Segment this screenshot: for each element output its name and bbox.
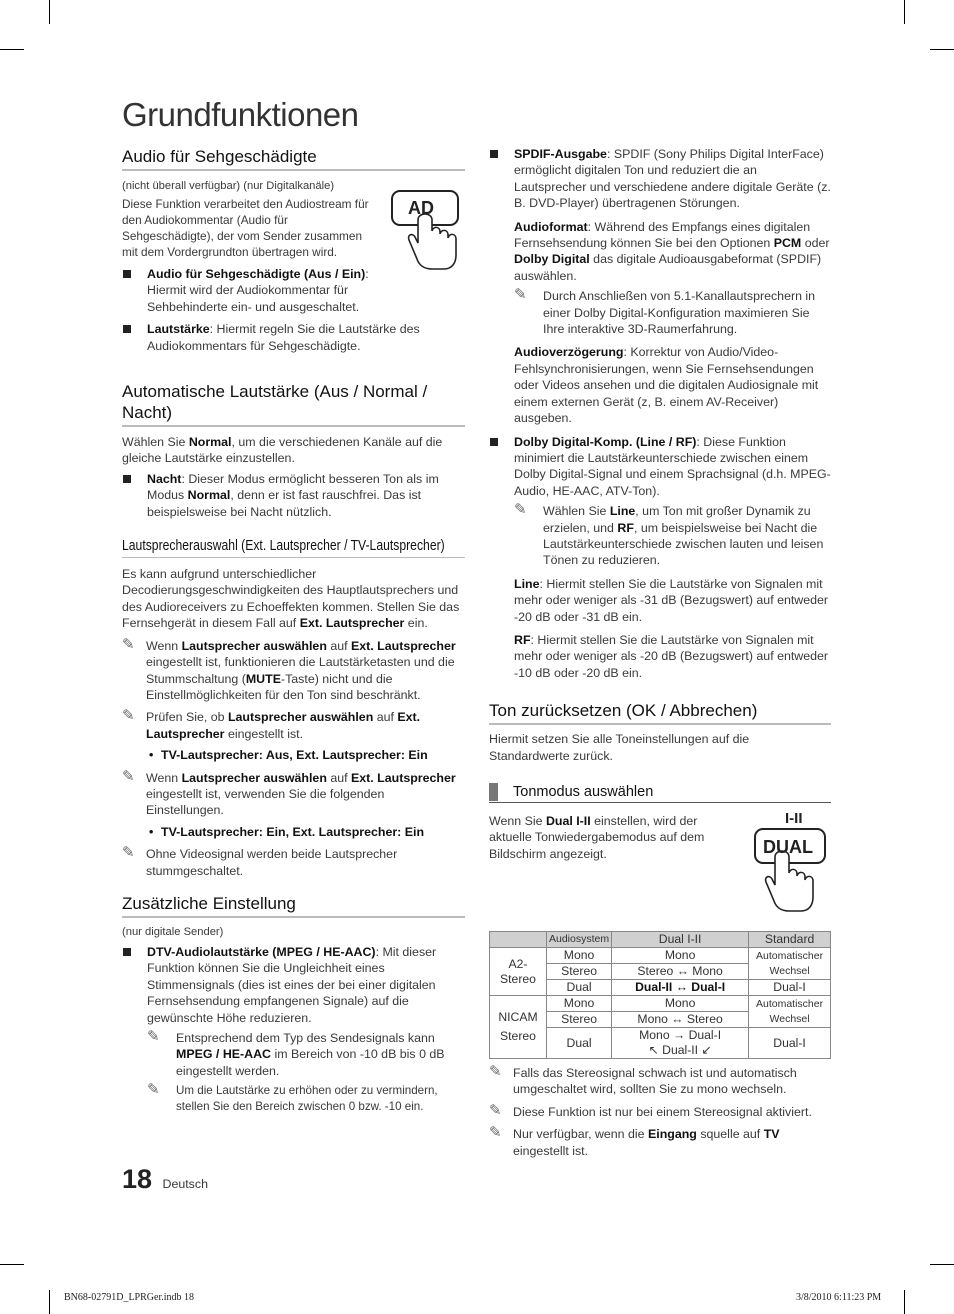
section-heading: Automatische Lautstärke (Aus / Normal / Nacht) (122, 381, 465, 427)
pencil-note-icon: ✎ (514, 286, 527, 304)
pencil-note-icon: ✎ (122, 707, 135, 725)
note: ✎ Prüfen Sie, ob Lautsprecher auswählen auf Ext. Lautsprecher eingestellt ist. (122, 707, 421, 741)
language-label: Deutsch (162, 1177, 208, 1191)
hand-pressing-dual-button-icon (749, 807, 831, 919)
section-heading: Audio für Sehgeschädigte (122, 146, 465, 171)
crop-mark (49, 0, 50, 24)
setting-item: • TV-Lautsprecher: Aus, Ext. Lautsprecher: Ein (147, 747, 465, 763)
pencil-note-icon: ✎ (489, 1063, 502, 1080)
crop-mark (0, 1264, 24, 1265)
note: ✎ Falls das Stereosignal schwach ist und automatisch umgeschaltet wird, sollten Sie zu mono wechseln. (489, 1063, 797, 1097)
hand-pressing-ad-button-icon (384, 187, 466, 273)
bullet-volume: Lautstärke: Hiermit regeln Sie die Lautstärke des Audiokommentars für Sehgeschädigte. (122, 321, 465, 354)
right-column (489, 146, 831, 1159)
pencil-note-icon: ✎ (147, 1028, 160, 1045)
table-row: NICAM Stereo Mono Mono Automatischer Wechsel (490, 996, 831, 1012)
print-slug-left: BN68-02791D_LPRGer.indb 18 (64, 1292, 194, 1303)
table-row: Dual Dual-II ↔ Dual-I Dual-I (490, 980, 831, 996)
paragraph: Es kann aufgrund unterschiedlicher Decodierungsgeschwindigkeiten des Hauptlautsprechers und des Audioreceivers zu Echoeffekten kommen. Stellen Sie das Fernsehgerät in diesem Fall auf Ext. Lautsprecher ein. (122, 567, 460, 631)
note: ✎ Diese Funktion ist nur bei einem Stereosignal aktiviert. (489, 1101, 812, 1119)
pencil-note-icon: ✎ (489, 1124, 502, 1142)
sound-mode-table (489, 931, 831, 1059)
subsection-heading: Lautsprecherauswahl (Ext. Lautsprecher / TV-Lautsprecher) (122, 538, 445, 555)
crop-mark (930, 49, 954, 50)
note: ✎ Wenn Lautsprecher auswählen auf Ext. Lautsprecher eingestellt ist, funktionieren die Lautstärketasten und die Stummschaltung (MUTE-Taste) nicht und die Einstellmöglichkeiten für den Ton sind beschränkt. (122, 635, 456, 702)
availability-note: (nicht überall verfügbar) (nur Digitalkanäle) (122, 180, 335, 192)
page-title: Grundfunktionen (122, 96, 359, 133)
paragraph: Hiermit setzen Sie alle Toneinstellungen auf die Standardwerte zurück. (489, 732, 750, 763)
table-row: Stereo Stereo ↔ Mono (490, 964, 831, 980)
section-heading: Ton zurücksetzen (OK / Abbrechen) (489, 700, 831, 725)
crop-mark (904, 1290, 905, 1314)
section-sound-mode (489, 782, 831, 1159)
pencil-note-icon: ✎ (489, 1101, 502, 1119)
svg-text:AD: AD (408, 198, 434, 218)
ad-remote-figure (384, 187, 466, 273)
crop-mark (904, 0, 905, 24)
pencil-note-icon: ✎ (514, 501, 527, 519)
table-header-row: Audiosystem Dual I-II Standard (490, 932, 831, 948)
pencil-note-icon: ✎ (122, 844, 135, 862)
section-heading: Zusätzliche Einstellung (122, 893, 465, 918)
divider (122, 557, 465, 558)
svg-text:I-II: I-II (785, 810, 803, 827)
bullet-audio-toggle: Audio für Sehgeschädigte (Aus / Ein): Hiermit wird der Audiokommentar für Sehbehinderte ein- und ausgeschaltet. (122, 266, 387, 315)
pencil-note-icon: ✎ (147, 1081, 160, 1099)
note: ✎ Wählen Sie Line, um Ton mit großer Dynamik zu erzielen, und RF, um beispielsweise bei Nacht die Lautstärkeunterschiede zwischen lauten und leisen Tönen zu reduzieren. (514, 501, 824, 568)
bullet-dtv-volume: DTV-Audiolautstärke (MPEG / HE-AAC): Mit dieser Funktion können Sie die Ungleichheit eines Stimmensignals (dies ist eines der bei einer digitalen Fernsehsendung empfangenen Signale) auf die gewünschte Höhe reduzieren. (122, 944, 465, 1026)
availability-note: (nur digitale Sender) (122, 925, 224, 938)
section-audio-impaired (122, 146, 465, 354)
bullet-dolby: Dolby Digital-Komp. (Line / RF): Diese Funktion minimiert die Lautstärkeunterschiede zwischen einem Dolby Digital-Signal und einem Sprachsignal (d.h. MPEG-Audio, HE-AAC, ATV-Ton). (489, 434, 831, 500)
note: ✎ Um die Lautstärke zu erhöhen oder zu vermindern, stellen Sie den Bereich zwischen 0 bzw. -10 ein. (147, 1081, 438, 1114)
paragraph: Wählen Sie Normal, um die verschiedenen Kanäle auf die gleiche Lautstärke einzustellen. (122, 435, 443, 466)
section-additional (122, 893, 465, 1115)
note: ✎ Entsprechend dem Typ des Sendesignals kann MPEG / HE-AAC im Bereich von -10 dB bis 0 dB eingestellt werden. (147, 1028, 445, 1078)
bullet-night: Nacht: Dieser Modus ermöglicht besseren Ton als im Modus Normal, denn er ist fast rauschfrei. Das ist beispielsweise bei Nacht nützlich. (122, 471, 465, 520)
crop-mark (0, 49, 24, 50)
paragraph: Wenn Sie Dual I-II einstellen, wird der aktuelle Tonwiedergabemodus auf dem Bildschirm angezeigt. (489, 814, 705, 861)
subsection-heading: Tonmodus auswählen (489, 782, 831, 803)
paragraph: Audioformat: Während des Empfangs eines digitalen Fernsehsendung können Sie bei den Optionen PCM oder Dolby Digital das digitale Audioausgabeformat (SPDIF) auswählen. (514, 219, 830, 283)
table-row: Stereo Mono ↔ Stereo (490, 1012, 831, 1028)
paragraph: Line: Hiermit stellen Sie die Lautstärke von Signalen mit mehr oder weniger als -31 dB (Bezugswert) auf entweder -20 dB oder -31 dB ein. (514, 576, 829, 624)
page-number: 18 (122, 1164, 153, 1194)
note: ✎ Wenn Lautsprecher auswählen auf Ext. Lautsprecher eingestellt ist, verwenden Sie die folgenden Einstellungen. (122, 767, 456, 818)
page-footer (122, 1164, 208, 1195)
table-row: A2-Stereo Mono Mono Automatischer Wechsel (490, 948, 831, 964)
left-column (122, 146, 465, 1115)
section-speaker-select (122, 537, 465, 879)
table-row: Dual Mono → Dual-I ↖ Dual-II ↙ Dual-I (490, 1028, 831, 1059)
note: ✎ Durch Anschließen von 5.1-Kanallautsprechern in einer Dolby Digital-Konfiguration maximieren Sie Ihre interaktive 3D-Raumerfahrung. (514, 286, 816, 337)
note: ✎ Nur verfügbar, wenn die Eingang squelle auf TV eingestellt ist. (489, 1124, 780, 1158)
svg-text:DUAL: DUAL (763, 837, 813, 857)
dual-remote-figure (749, 807, 831, 919)
bullet-spdif: SPDIF-Ausgabe: SPDIF (Sony Philips Digital InterFace) ermöglicht digitalen Ton und reduziert die an Lautsprecher und verschiedene andere digitale Geräte (z. B. DVD-Player) übertragenen Störungen. (489, 146, 831, 212)
paragraph: Audioverzögerung: Korrektur von Audio/Video-Fehlsynchronisierungen, wenn Sie Fernsehsendungen oder Videos ansehen und die digitalen Audiosignale mit einem externen Gerät (z, B. einem AV-Receiver) ausgeben. (514, 345, 819, 426)
paragraph: RF: Hiermit stellen Sie die Lautstärke von Signalen mit mehr oder weniger als -20 dB (Bezugswert) auf entweder -10 dB oder -20 dB ein. (514, 632, 829, 680)
crop-mark (49, 1290, 50, 1314)
pencil-note-icon: ✎ (122, 635, 135, 653)
section-auto-volume (122, 381, 465, 520)
crop-mark (930, 1264, 954, 1265)
pencil-note-icon: ✎ (122, 767, 135, 785)
setting-item: • TV-Lautsprecher: Ein, Ext. Lautsprecher: Ein (147, 824, 465, 840)
print-slug-right: 3/8/2010 6:11:23 PM (796, 1292, 882, 1303)
section-sound-reset (489, 700, 831, 764)
intro-text: Diese Funktion verarbeitet den Audiostream für den Audiokommentar (Audio für Sehgeschädigte), der vom Sender zusammen mit dem Vordergrundton übertragen wird. (122, 197, 369, 259)
note: ✎ Ohne Videosignal werden beide Lautsprecher stummgeschaltet. (122, 844, 398, 878)
